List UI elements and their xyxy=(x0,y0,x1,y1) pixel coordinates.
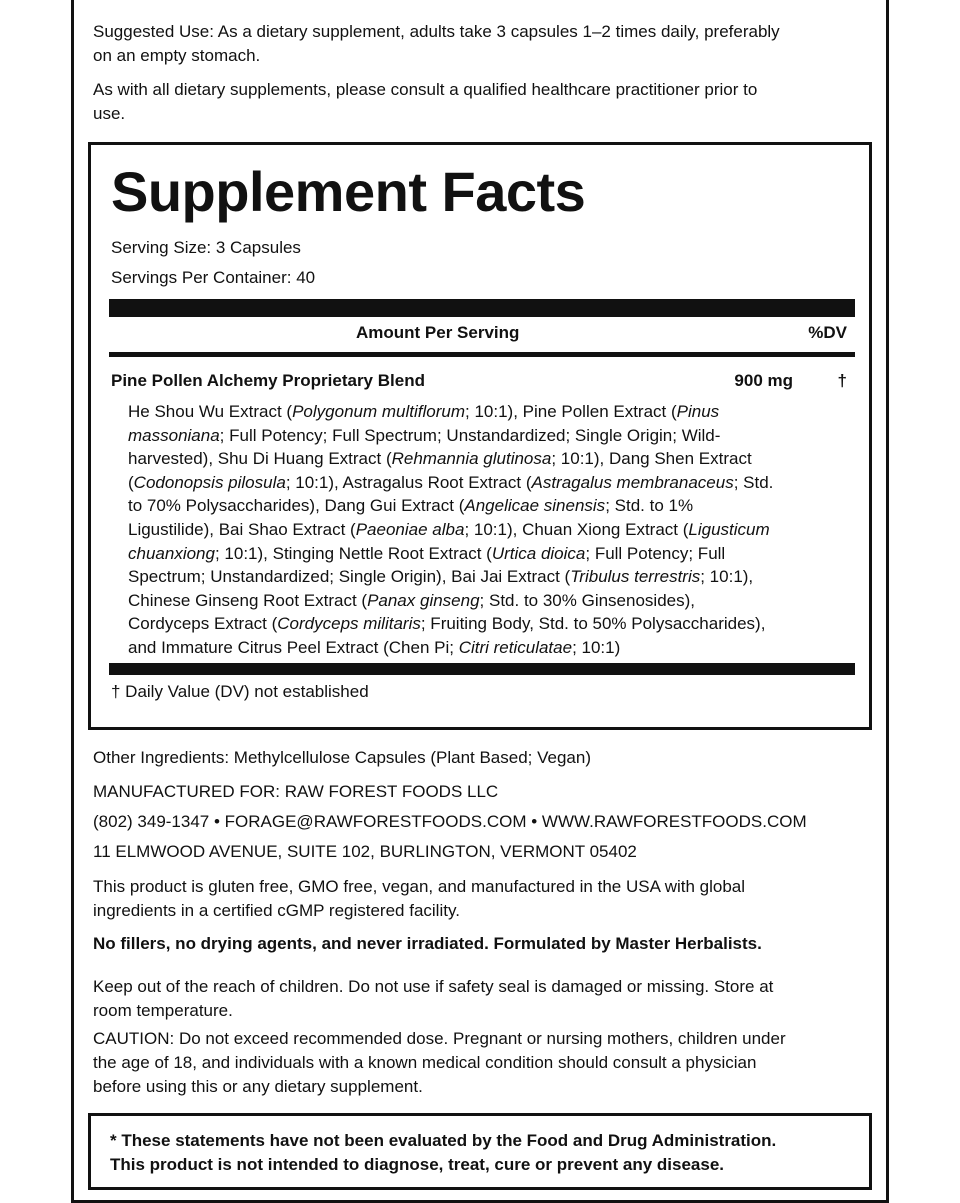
latin-name: Pinus xyxy=(676,402,720,421)
caution-statement: CAUTION: Do not exceed recommended dose. Pregnant or nursing mothers, children under the age of 18, and individuals with a known medical condition should consult a physician before using this or any dietary supplement. xyxy=(93,1029,786,1096)
thick-divider-bottom xyxy=(109,663,855,675)
latin-name: Citri reticulatae xyxy=(458,637,573,657)
suggested-use: Suggested Use: As a dietary supplement, adults take 3 capsules 1–2 times daily, preferably on an empty stomach. xyxy=(93,22,780,65)
ingredient-line xyxy=(128,565,773,589)
dv-header: %DV xyxy=(808,323,847,342)
latin-name: massoniana xyxy=(128,425,220,445)
latin-name: Angelicae sinensis xyxy=(464,496,606,516)
blend-dv: † xyxy=(837,371,847,390)
ingredient-text: ; 10:1) xyxy=(572,637,621,657)
fda-disclaimer-box xyxy=(88,1113,872,1190)
facts-title: Supplement Facts xyxy=(111,160,586,223)
ingredient-list xyxy=(128,400,773,660)
servings-per-container: Servings Per Container: 40 xyxy=(111,268,316,287)
thick-divider xyxy=(109,299,855,317)
ingredient-text: ; Full Potency; Full Spectrum; Unstandardized; Single Origin; Wild- xyxy=(219,425,721,445)
amount-per-serving-header: Amount Per Serving xyxy=(356,323,520,342)
ingredient-text: ; Fruiting Body, Std. to 50% Polysaccharides), xyxy=(420,614,766,634)
ingredient-text: ; 10:1), Stinging Nettle Root Extract ( xyxy=(214,543,492,563)
ingredient-text: ; 10:1), Astragalus Root Extract ( xyxy=(285,472,532,492)
latin-name: Paeoniae alba xyxy=(355,519,465,539)
supplement-facts-panel xyxy=(88,142,872,730)
ingredient-text: ; 10:1), xyxy=(700,567,754,587)
ingredient-line xyxy=(128,542,773,566)
latin-name: Urtica dioica xyxy=(491,543,586,563)
medium-divider xyxy=(109,352,855,357)
dv-footnote: † Daily Value (DV) not established xyxy=(111,682,369,701)
no-fillers-statement: No fillers, no drying agents, and never irradiated. Formulated by Master Herbalists. xyxy=(93,934,762,953)
latin-name: Rehmannia glutinosa xyxy=(391,449,552,469)
ingredient-line xyxy=(128,424,773,448)
serving-size: Serving Size: 3 Capsules xyxy=(111,238,301,257)
contact-info: (802) 349-1347 • FORAGE@RAWFORESTFOODS.COM • WWW.RAWFORESTFOODS.COM xyxy=(93,812,807,831)
ingredient-text: ; Std. to 30% Ginsenosides), xyxy=(479,590,695,610)
ingredient-text: and Immature Citrus Peel Extract (Chen Pi; xyxy=(128,637,459,657)
fda-disclaimer: * These statements have not been evaluated by the Food and Drug Administration. This product is not intended to diagnose, treat, cure or prevent any disease. xyxy=(110,1131,777,1174)
ingredient-text: Cordyceps Extract ( xyxy=(128,614,278,634)
manufacturer: MANUFACTURED FOR: RAW FOREST FOODS LLC xyxy=(93,782,499,801)
storage-warning: Keep out of the reach of children. Do not use if safety seal is damaged or missing. Store at room temperature. xyxy=(93,977,774,1020)
ingredient-text: harvested), Shu Di Huang Extract ( xyxy=(128,449,392,469)
ingredient-line xyxy=(128,612,773,636)
ingredient-text: ( xyxy=(128,472,134,492)
ingredient-line xyxy=(128,494,773,518)
ingredient-text: ; 10:1), Chuan Xiong Extract ( xyxy=(464,519,689,539)
ingredient-text: to 70% Polysaccharides), Dang Gui Extract ( xyxy=(128,496,465,516)
ingredient-line xyxy=(128,471,773,495)
latin-name: Ligusticum xyxy=(688,519,770,539)
other-ingredients: Other Ingredients: Methylcellulose Capsules (Plant Based; Vegan) xyxy=(93,748,591,767)
ingredient-text: ; 10:1), Dang Shen Extract xyxy=(551,449,752,469)
ingredient-text: ; Std. to 1% xyxy=(605,496,694,516)
ingredient-text: Spectrum; Unstandardized; Single Origin), Bai Jai Extract ( xyxy=(128,567,571,587)
ingredient-text: Ligustilide), Bai Shao Extract ( xyxy=(128,519,356,539)
ingredient-text: ; Std. xyxy=(733,472,774,492)
address: 11 ELMWOOD AVENUE, SUITE 102, BURLINGTON, VERMONT 05402 xyxy=(93,842,637,861)
latin-name: Tribulus terrestris xyxy=(570,567,701,587)
consult-notice: As with all dietary supplements, please consult a qualified healthcare practitioner prior to use. xyxy=(93,80,758,123)
latin-name: Astragalus membranaceus xyxy=(531,472,734,492)
latin-name: Cordyceps militaris xyxy=(277,614,421,634)
blend-name: Pine Pollen Alchemy Proprietary Blend xyxy=(111,371,425,390)
ingredient-text: Chinese Ginseng Root Extract ( xyxy=(128,590,368,610)
latin-name: Polygonum multiflorum xyxy=(292,402,465,421)
latin-name: Codonopsis pilosula xyxy=(133,472,286,492)
ingredient-line xyxy=(128,589,773,613)
blend-row xyxy=(111,371,855,391)
ingredient-text: He Shou Wu Extract ( xyxy=(128,402,293,421)
blend-amount: 900 mg xyxy=(734,371,793,390)
latin-name: chuanxiong xyxy=(128,543,215,563)
gluten-free-statement: This product is gluten free, GMO free, vegan, and manufactured in the USA with global ingredients in a certified cGMP registered facility. xyxy=(93,877,746,920)
latin-name: Panax ginseng xyxy=(367,590,480,610)
ingredient-line xyxy=(128,447,773,471)
ingredient-line xyxy=(128,400,773,424)
ingredient-text: ; Full Potency; Full xyxy=(585,543,726,563)
ingredient-line xyxy=(128,636,773,660)
ingredient-line xyxy=(128,518,773,542)
ingredient-text: ; 10:1), Pine Pollen Extract ( xyxy=(465,402,677,421)
